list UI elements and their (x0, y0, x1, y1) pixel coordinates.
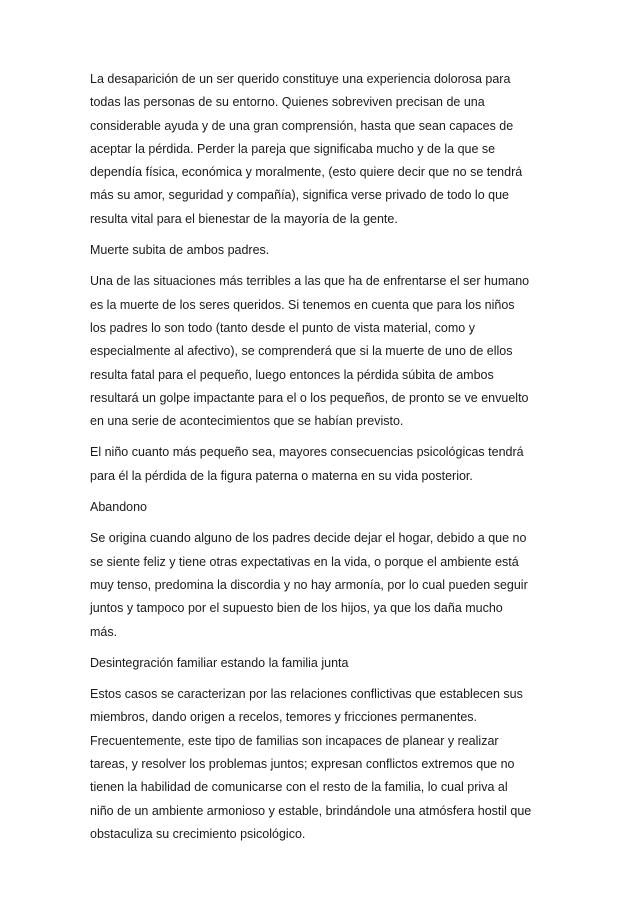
paragraph-loss-of-loved-one (90, 68, 550, 231)
text-line: juntos y tampoco por el supuesto bien de los hijos, ya que los daña mucho (90, 601, 503, 616)
heading-family-disintegration (90, 652, 550, 675)
text-line: niño de un ambiente armonioso y estable, brindándole una atmósfera hostil que (90, 803, 532, 818)
text-line: Una de las situaciones más terribles a las que ha de enfrentarse el ser humano (90, 274, 530, 289)
heading-text: Abandono (90, 500, 148, 515)
text-line: Se origina cuando alguno de los padres decide dejar el hogar, debido a que no (90, 531, 527, 546)
text-line: dependía física, económica y moralmente, (esto quiere decir que no se tendrá (90, 165, 523, 180)
text-line: muy tenso, predomina la discordia y no hay armonía, por lo cual pueden seguir (90, 577, 528, 592)
paragraph-family-disintegration (90, 683, 550, 846)
text-line: tareas, y resolver los problemas juntos; expresan conflictos extremos que no (90, 757, 515, 772)
paragraph-death-of-loved-ones (90, 270, 550, 433)
text-line: La desaparición de un ser querido constituye una experiencia dolorosa para (90, 72, 511, 86)
text-line: más su amor, seguridad y compañía), significa verse privado de todo lo que (90, 188, 509, 203)
paragraph-younger-child-consequences (90, 441, 550, 488)
text-line: resulta vital para el bienestar de la mayoría de la gente. (90, 211, 398, 226)
text-line: más. (90, 624, 118, 639)
text-line: obstaculiza su crecimiento psicológico. (90, 826, 306, 841)
text-line: en una serie de acontecimientos que se habían previsto. (90, 414, 404, 429)
text-line: aceptar la pérdida. Perder la pareja que significaba mucho y de la que se (90, 141, 496, 156)
text-line: es la muerte de los seres queridos. Si tenemos en cuenta que para los niños (90, 297, 515, 312)
text-line: resulta fatal para el pequeño, luego entonces la pérdida súbita de ambos (90, 367, 494, 382)
heading-sudden-death-parents (90, 239, 550, 262)
heading-text: Muerte subita de ambos padres. (90, 243, 270, 258)
paragraph-abandonment (90, 527, 550, 643)
text-line: Estos casos se caracterizan por las relaciones conflictivas que establecen sus (90, 687, 523, 702)
heading-abandonment (90, 496, 550, 519)
text-line: especialmente al afectivo), se comprenderá que si la muerte de uno de ellos (90, 344, 513, 359)
text-line: considerable ayuda y de una gran comprensión, hasta que sean capaces de (90, 118, 514, 133)
text-line: El niño cuanto más pequeño sea, mayores consecuencias psicológicas tendrá (90, 445, 524, 460)
heading-text: Desintegración familiar estando la familia junta (90, 655, 349, 670)
text-line: se siente feliz y tiene otras expectativas en la vida, o porque el ambiente está (90, 554, 519, 569)
text-line: tienen la habilidad de comunicarse con el resto de la familia, lo cual priva al (90, 780, 508, 795)
text-line: todas las personas de su entorno. Quienes sobreviven precisan de una (90, 95, 485, 110)
text-line: resultará un golpe impactante para el o los pequeños, de pronto se ve envuelto (90, 390, 529, 405)
text-line: miembros, dando origen a recelos, temores y fricciones permanentes. (90, 710, 477, 725)
text-line: Frecuentemente, este tipo de familias son incapaces de planear y realizar (90, 733, 499, 748)
text-line: los padres lo son todo (tanto desde el punto de vista material, como y (90, 320, 475, 335)
text-line: para él la pérdida de la figura paterna o materna en su vida posterior. (90, 468, 473, 483)
